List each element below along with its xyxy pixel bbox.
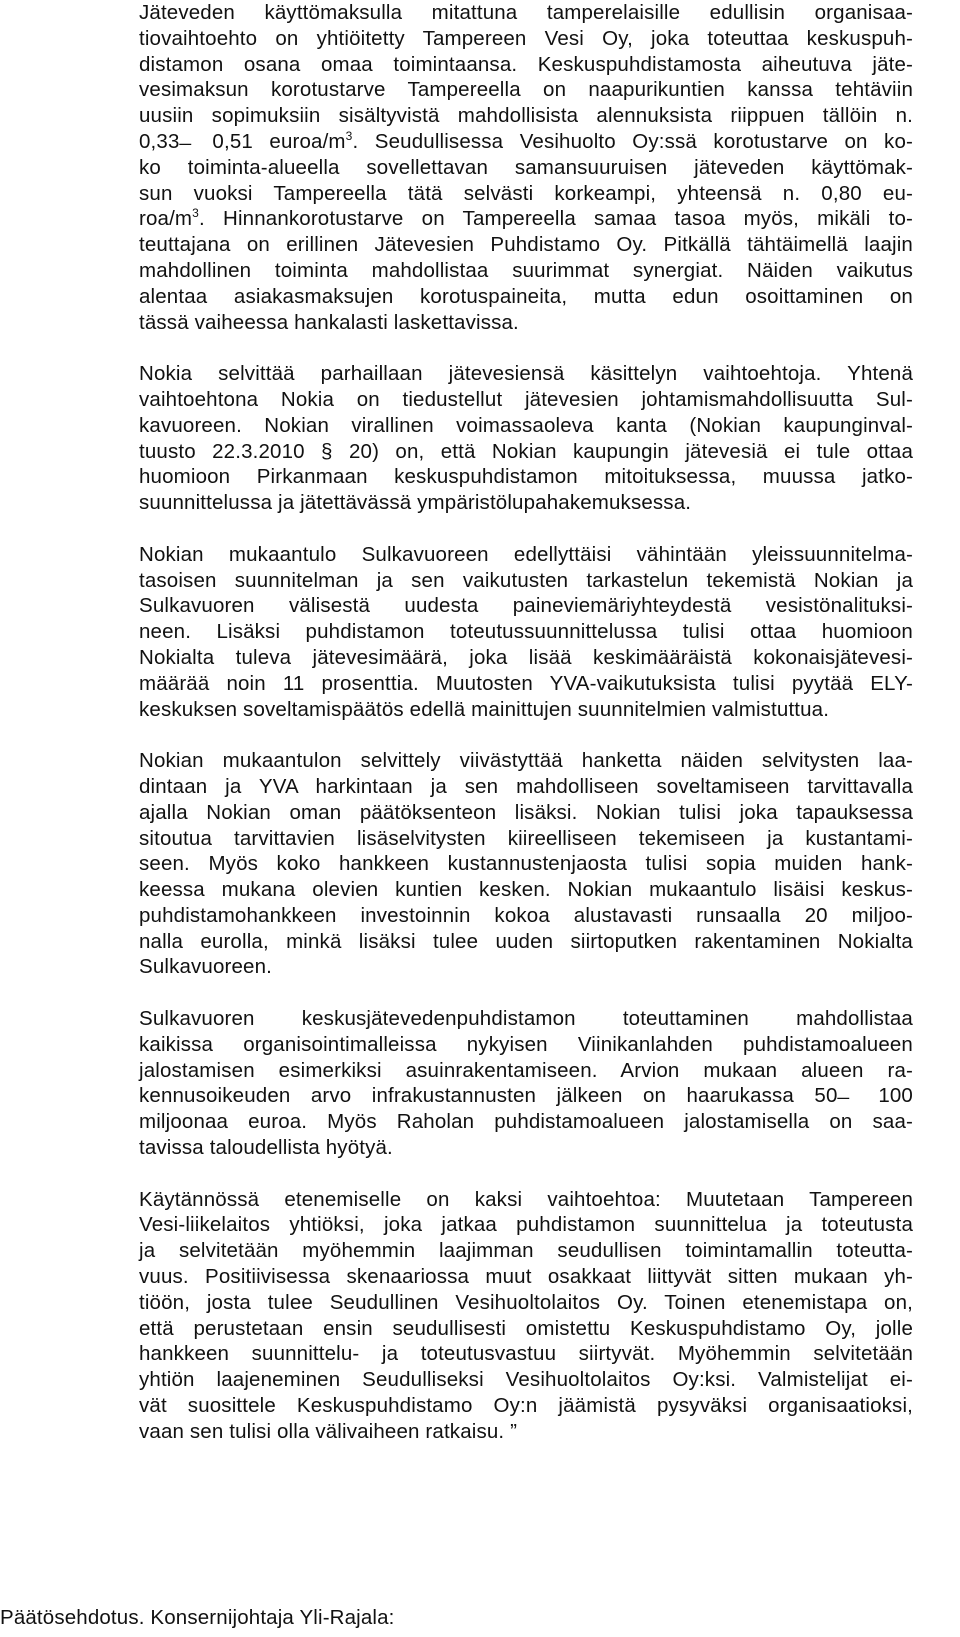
paragraph — [139, 542, 913, 723]
text-line: Sulkavuoren välisestä uudesta paineviemäriyhteydestä vesistönalituksi- — [139, 594, 913, 618]
document-body — [139, 0, 913, 1445]
text-line: Sulkavuoreen. — [139, 955, 273, 979]
text-segment: . Seudullisessa Vesihuolto Oy:ssä korotustarve on ko- — [352, 129, 913, 153]
text-line: ja selvitetään myöhemmin laajimman seudullisen toimintamallin toteutta- — [139, 1239, 913, 1263]
text-line: Sulkavuoren keskusjätevedenpuhdistamon toteuttaminen mahdollistaa — [139, 1007, 913, 1031]
text-line: hankkeen suunnittelu- ja toteutusvastuu siirtyvät. Myöhemmin selvitetään — [139, 1342, 913, 1366]
text-line: vuus. Positiivisessa skenaariossa muut osakkaat liittyvät sitten mukaan yh- — [139, 1265, 913, 1289]
text-line: tasoisen suunnitelman ja sen vaikutusten tarkastelun tekemistä Nokian ja — [139, 568, 913, 592]
text-line: Nokian mukaantulo Sulkavuoreen edellyttäisi vähintään yleissuunnitelma- — [139, 542, 913, 566]
paragraph — [139, 0, 913, 335]
text-line: huomioon Pirkanmaan keskuspuhdistamon mitoituksessa, muussa jatko- — [139, 465, 913, 489]
text-line: Nokialta tuleva jätevesimäärä, joka lisää keskimääräistä kokonaisjätevesi- — [139, 645, 913, 669]
text-line: keskuksen soveltamispäätös edellä mainittujen suunnitelmien valmistuttua. — [139, 697, 830, 721]
text-line — [139, 206, 913, 232]
text-line: sitoutua tarvittavien lisäselvitysten kiireelliseen tekemiseen ja kustantami- — [139, 826, 913, 850]
text-line: kaikissa organisointimalleissa nykyisen Viinikanlahden puhdistamoalueen — [139, 1032, 913, 1056]
text-line: puhdistamohankkeen investoinnin kokoa alustavasti runsaalla 20 miljoo- — [139, 903, 913, 927]
paragraph — [139, 361, 913, 516]
text-line: Vesi-liikelaitos yhtiöksi, joka jatkaa puhdistamon suunnittelua ja toteutusta — [139, 1213, 913, 1237]
text-line: distamon osana omaa toimintaansa. Keskuspuhdistamosta aiheutuva jäte- — [139, 52, 913, 76]
text-line: sun vuoksi Tampereella tätä selvästi korkeampi, yhteensä n. 0,80 eu- — [139, 181, 913, 205]
text-segment: roa/m — [139, 207, 193, 231]
paragraph — [139, 1006, 913, 1161]
text-line: jalostamisen esimerkiksi asuinrakentamiseen. Arvion mukaan alueen ra- — [139, 1058, 913, 1082]
text-line: vaan sen tulisi olla välivaiheen ratkaisu. ” — [139, 1419, 518, 1443]
text-line: vaihtoehtona Nokia on tiedustellut jätevesien johtamismahdollisuutta Sul- — [139, 387, 913, 411]
text-line: vesimaksun korotustarve Tampereella on naapurikuntien kanssa tehtäviin — [139, 78, 913, 102]
text-line: neen. Lisäksi puhdistamon toteutussuunnittelussa tulisi ottaa huomioon — [139, 620, 913, 644]
text-segment: . Hinnankorotustarve on Tampereella samaa tasoa myös, mikäli to- — [198, 207, 913, 231]
text-line: tiöön, josta tulee Seudullinen Vesihuoltolaitos Oy. Toinen etenemistapa on, — [139, 1290, 913, 1314]
text-line: uusiin sopimuksiin sisältyvistä mahdollisista alennuksista riippuen tällöin n. — [139, 104, 913, 128]
superscript-exponent: 3 — [345, 128, 353, 143]
paragraph — [139, 1187, 913, 1445]
text-line: tavissa taloudellista hyötyä. — [139, 1136, 393, 1160]
text-line: Nokia selvittää parhaillaan jätevesiensä käsittelyn vaihtoehtoja. Yhtenä — [139, 362, 913, 386]
text-line — [139, 129, 913, 155]
text-line: yhtiön laajeneminen Seudulliseksi Vesihuoltolaitos Oy:ksi. Valmistelijat ei- — [139, 1368, 913, 1392]
text-line: ko toiminta-alueella sovellettavan samansuuruisen jäteveden käyttömak- — [139, 155, 913, 179]
text-line: alentaa asiakasmaksujen korotuspaineita, mutta edun osoittaminen on — [139, 284, 913, 308]
text-line: dintaan ja YVA harkintaan ja sen mahdolliseen soveltamiseen tarvittavalla — [139, 774, 913, 798]
text-line: keessa mukana olevien kuntien kesken. Nokian mukaantulo lisäisi keskus- — [139, 878, 913, 902]
text-line: Jäteveden käyttömaksulla mitattuna tamperelaisille edullisin organisaa- — [139, 1, 913, 24]
text-line: teuttajana on erillinen Jätevesien Puhdistamo Oy. Pitkällä tähtäimellä laajin — [139, 233, 913, 257]
text-line: miljoonaa euroa. Myös Raholan puhdistamoalueen jalostamisella on saa- — [139, 1110, 913, 1134]
text-line: ajalla Nokian oman päätöksenteon lisäksi. Nokian tulisi joka tapauksessa — [139, 800, 913, 824]
text-line: Käytännössä etenemiselle on kaksi vaihtoehtoa: Muutetaan Tampereen — [139, 1187, 913, 1211]
text-line: tuusto 22.3.2010 § 20) on, että Nokian kaupungin jätevesiä ei tule ottaa — [139, 439, 913, 463]
text-line: Nokian mukaantulon selvittely viivästyttää hanketta näiden selvitysten laa- — [139, 749, 913, 773]
text-line: mahdollinen toiminta mahdollistaa suurimmat synergiat. Näiden vaikutus — [139, 258, 913, 282]
text-line: kavuoreen. Nokian virallinen voimassaoleva kanta (Nokian kaupunginval- — [139, 413, 913, 437]
text-line: että perustetaan ensin seudullisesti omistettu Keskuspuhdistamo Oy, jolle — [139, 1316, 913, 1340]
superscript-exponent: 3 — [192, 206, 199, 221]
text-line: seen. Myös koko hankkeen kustannustenjaosta tulisi sopia muiden hank- — [139, 852, 913, 876]
text-line: kennusoikeuden arvo infrakustannusten jälkeen on haarukassa 50 ̶ 100 — [139, 1084, 913, 1108]
text-line: määrää noin 11 prosenttia. Muutosten YVA-vaikutuksista tulisi pyytää ELY- — [139, 671, 913, 695]
paragraph — [139, 748, 913, 980]
decision-proposal-label: Päätösehdotus. Konsernijohtaja Yli-Rajala: — [0, 1606, 395, 1629]
text-line: tiovaihtoehto on yhtiöitetty Tampereen Vesi Oy, joka toteuttaa keskuspuh- — [139, 26, 913, 50]
text-line: vät suosittele Keskuspuhdistamo Oy:n jäämistä pysyväksi organisaatioksi, — [139, 1394, 913, 1418]
text-line: suunnittelussa ja jätettävässä ympäristölupahakemuksessa. — [139, 491, 692, 515]
text-line: tässä vaiheessa hankalasti laskettavissa. — [139, 310, 519, 334]
text-segment: 0,33 ̶ 0,51 euroa/m — [139, 129, 346, 153]
text-line: nalla eurolla, minkä lisäksi tulee uuden siirtoputken rakentaminen Nokialta — [139, 929, 913, 953]
